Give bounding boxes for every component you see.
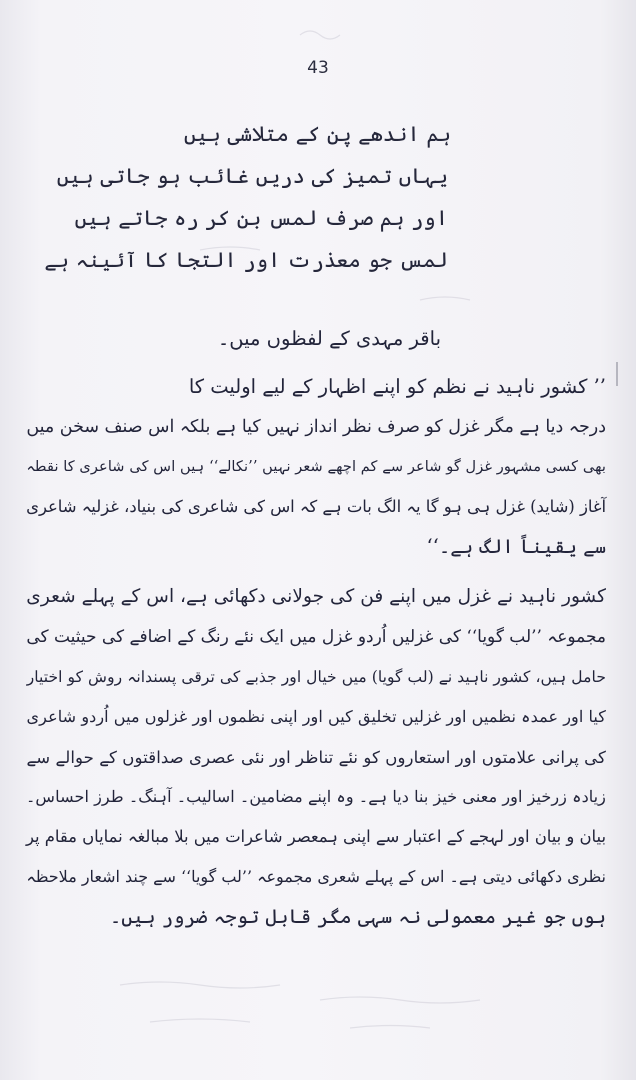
text-line: بھی کسی مشہور غزل گو شاعر سے کم اچھے شعر نہیں ’’نکالے‘‘ ہیں اس کی شاعری کا نقطہ [26, 458, 606, 475]
bleed-mark [320, 997, 480, 1003]
bleed-mark [150, 1019, 250, 1022]
page-number: 43 [307, 58, 329, 78]
margin-mark [616, 362, 618, 386]
bleed-mark [420, 297, 470, 300]
text-line: ’’ کشور ناہید نے نظم کو اپنے اظہار کے لیے اولیت کا [188, 375, 606, 398]
text-line: بیان و بیان اور لہجے کے اعتبار سے اپنی ہمعصر شاعرات میں بلا مبالغہ نمایاں مقام پر [25, 827, 606, 846]
text-line: سے یقیناً الگ ہے۔‘‘ [426, 535, 606, 558]
text-line: آغاز (شاید) غزل ہی ہو گا یہ الگ بات ہے کہ اس کی شاعری کی بنیاد، غزلیہ شاعری [26, 497, 606, 516]
bleed-mark [120, 982, 280, 988]
text-line: باقر مہدی کے لفظوں میں۔ [217, 327, 441, 350]
text-line: مجموعہ ’’لب گویا‘‘ کی غزلیں اُردو غزل میں ایک نئے رنگ کے اضافے کی حیثیت کی [26, 627, 606, 647]
text-line: درجہ دیا ہے مگر غزل کو صرف نظر انداز نہیں کیا ہے بلکہ اس صنف سخن میں [26, 417, 606, 437]
poem-line: اور ہم صرف لمس بن کر رہ جاتے ہیں [74, 206, 448, 230]
poem-line: یہاں تمیز کی دریں غائب ہو جاتی ہیں [56, 164, 448, 188]
bleed-mark [300, 31, 340, 39]
text-line: زیادہ زرخیز اور معنی خیز بنا دیا ہے۔ وہ اپنے مضامین۔ اسالیب۔ آہنگ۔ طرز احساس۔ [25, 787, 606, 806]
text-line: حامل ہیں، کشور ناہید نے (لب گویا) میں خیال اور جذبے کی ترقی پسندانہ روش کو اختیار [26, 667, 606, 686]
text-line: کی پرانی علامتوں اور استعاروں کو نئے تناظر اور نئی عصری صداقتوں کے حوالے سے [26, 747, 606, 767]
poem-line: ہم اندھے پن کے متلاشی ہیں [183, 122, 451, 146]
text-line: ہوں جو غیر معمولی نہ سہی مگر قابل توجہ ضرور ہیں۔ [109, 905, 606, 928]
poem-line: لمس جو معذرت اور التجا کا آئینہ ہے [44, 248, 448, 272]
bleed-mark [350, 1026, 430, 1029]
text-line: کیا اور عمدہ نظمیں اور غزلیں تخلیق کیں اور اپنی نظموں اور غزلوں میں اُردو شاعری [26, 707, 606, 726]
text-line: کشور ناہید نے غزل میں اپنے فن کی جولانی دکھائی ہے، اس کے پہلے شعری [26, 586, 606, 607]
text-line: نظری دکھائی دیتی ہے۔ اس کے پہلے شعری مجموعہ ’’لب گویا‘‘ سے چند اشعار ملاحظہ [26, 867, 606, 886]
